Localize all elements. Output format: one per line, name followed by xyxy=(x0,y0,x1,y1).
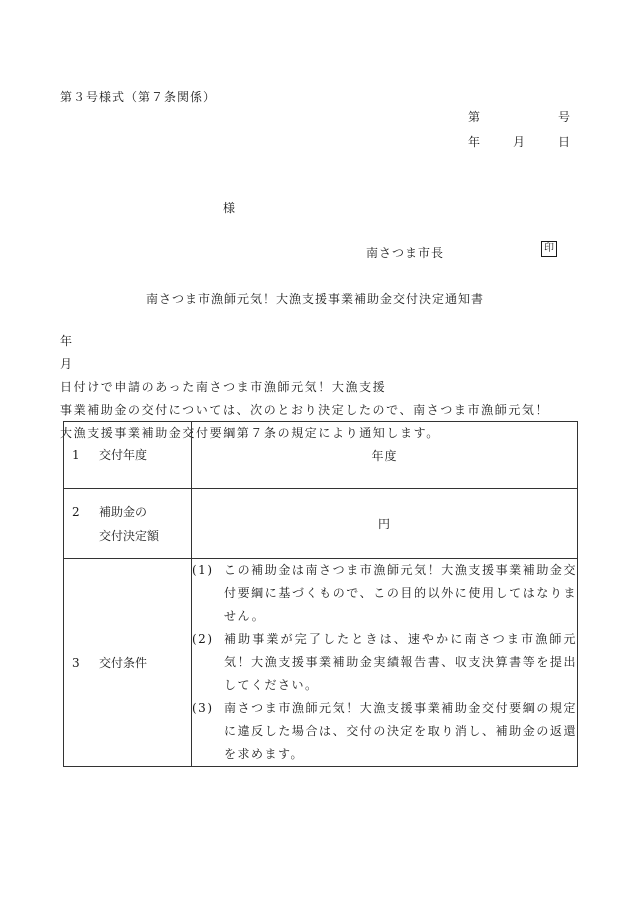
row-label-cell xyxy=(64,559,192,767)
condition-number: (3) xyxy=(192,701,214,715)
issuer-name: 南さつま市長 xyxy=(366,246,445,260)
body-month-label: 月 xyxy=(60,357,74,371)
seal-mark: 印 xyxy=(541,241,557,257)
condition-item xyxy=(192,628,577,697)
body-line-3: 大漁支援事業補助金交付要綱第７条の規定により通知します。 xyxy=(60,426,440,440)
condition-number: (2) xyxy=(192,632,214,646)
body-line-2: 事業補助金の交付については、次のとおり決定したので、南さつま市漁師元気！ xyxy=(60,403,550,417)
addressee-suffix: 様 xyxy=(223,201,236,215)
date-year-label: 年 xyxy=(468,135,481,149)
date-month-label: 月 xyxy=(512,135,525,149)
row-label-cell xyxy=(64,489,192,559)
row-label xyxy=(99,500,159,548)
condition-text: この補助金は南さつま市漁師元気！大漁支援事業補助金交付要綱に基づくもので、この目的以外に使用してはなりません。 xyxy=(224,563,577,623)
row-label: 交付年度 xyxy=(99,448,148,462)
row-label-line: 交付決定額 xyxy=(99,528,160,543)
doc-number-suffix: 号 xyxy=(557,110,570,124)
condition-number: (1) xyxy=(192,563,214,577)
document-date xyxy=(468,133,570,150)
doc-number-prefix: 第 xyxy=(468,110,481,124)
grant-terms-table xyxy=(63,421,578,767)
body-line-1-rest: 日付けで申請のあった南さつま市漁師元気！大漁支援 xyxy=(60,380,387,394)
document-title: 南さつま市漁師元気！大漁支援事業補助金交付決定通知書 xyxy=(145,292,484,306)
row-label-line: 補助金の xyxy=(99,504,148,519)
row-label-cell xyxy=(64,422,192,489)
row-number: 3 xyxy=(72,655,80,670)
condition-item xyxy=(192,697,577,766)
grant-conditions xyxy=(192,559,578,767)
row-number: 1 xyxy=(72,448,80,462)
condition-item xyxy=(192,559,577,628)
table-row xyxy=(64,489,578,559)
row-label: 交付条件 xyxy=(99,655,148,670)
grant-amount-value: 円 xyxy=(192,489,578,559)
condition-text: 補助事業が完了したときは、速やかに南さつま市漁師元気！大漁支援事業補助金実績報告書、収支決算書等を提出してください。 xyxy=(224,632,577,692)
row-number: 2 xyxy=(72,504,80,519)
date-day-label: 日 xyxy=(557,135,570,149)
form-number: 第３号様式（第７条関係） xyxy=(60,90,217,104)
table-row xyxy=(64,422,578,489)
document-number xyxy=(468,108,570,125)
body-year-label: 年 xyxy=(60,334,74,348)
body-line-1 xyxy=(60,330,572,399)
fiscal-year-value: 年度 xyxy=(192,422,578,489)
table-row xyxy=(64,559,578,767)
condition-text: 南さつま市漁師元気！大漁支援事業補助金交付要綱の規定に違反した場合は、交付の決定を取り消し、補助金の返還を求めます。 xyxy=(224,701,577,761)
